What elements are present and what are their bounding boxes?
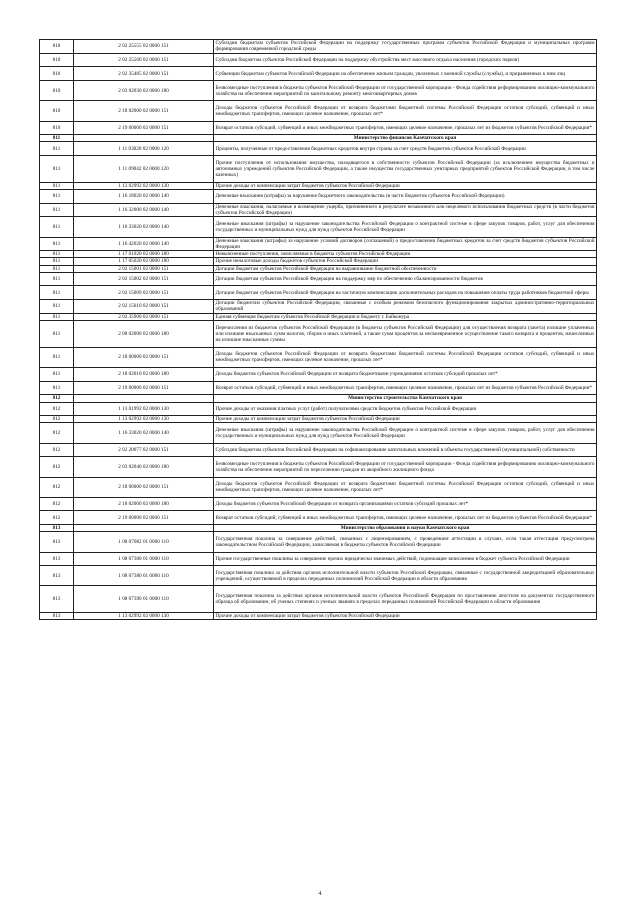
revenue-code-cell: 1 16 42020 02 0000 140: [74, 237, 214, 251]
revenue-code-cell: 1 11 09042 02 0000 120: [74, 156, 214, 183]
table-row: [40, 566, 597, 586]
admin-code-cell: 811: [40, 258, 74, 265]
revenue-name-cell: Возврат остатков субсидий, субвенций и иных межбюджетных трансфертов, имеющих целевое назначение, прошлых лет из бюджетов субъектов Российской Федерации*: [214, 121, 597, 135]
admin-code-cell: 813: [40, 532, 74, 552]
revenue-code-cell: 2 18 00000 02 0000 151: [74, 347, 214, 367]
admin-code-cell: 811: [40, 347, 74, 367]
table-row: [40, 300, 597, 314]
admin-code-cell: 811: [40, 190, 74, 204]
admin-code-cell: 811: [40, 203, 74, 217]
revenue-name-cell: Министерство финансов Камчатского края: [214, 135, 597, 142]
revenue-name-cell: Прочие доходы от компенсации затрат бюджетов субъектов Российской Федерации: [214, 613, 597, 620]
revenue-name-cell: Государственная пошлина за совершение действий, связанных с лицензированием, с проведением аттестации в случаях, если такая аттестация предусмотрена законодательством Российской Федерации, зачисляемая в бюджеты субъектов Российской Федерации: [214, 532, 597, 552]
revenue-name-cell: Денежные взыскания, налагаемые в возмещение ущерба, причиненного в результате незаконного или нецелевого использования бюджетных средств (в части бюджетов субъектов Российской Федерации): [215, 203, 595, 217]
table-body: [40, 40, 597, 620]
revenue-code-cell: 2 02 25560 02 0000 151: [74, 53, 214, 67]
revenue-name-cell: Прочие доходы от компенсации затрат бюджетов субъектов Российской Федерации: [214, 182, 597, 189]
page-number: 4: [318, 891, 322, 897]
table-row: [40, 40, 597, 54]
admin-code-cell: 811: [40, 300, 74, 314]
revenue-name-cell: Прочие государственные пошлины за совершение прочих юридически значимых действий, подлежащие зачислению в бюджет субъекта Российской Федерации: [214, 552, 597, 566]
revenue-code-cell: [74, 525, 214, 532]
revenue-code-cell: 1 13 01992 02 0000 130: [74, 402, 214, 416]
revenue-code-cell: 1 16 18020 02 0000 140: [74, 190, 214, 204]
table-row: [40, 586, 597, 613]
revenue-name-cell: Прочие неналоговые доходы бюджетов субъектов Российской Федерации: [214, 258, 597, 265]
table-row: [40, 532, 597, 552]
admin-code-cell: 811: [40, 217, 74, 237]
table-row: [40, 416, 597, 423]
revenue-name-cell: Денежные взыскания (штрафы) за нарушение законодательства Российской Федерации о контрактной системе в сфере закупок товаров, работ, услуг для обеспечения государственных и муниципальных нужд для нужд субъектов Российской Федерации: [214, 423, 597, 443]
admin-code-cell: 810: [40, 101, 74, 121]
revenue-name-cell: Единая субвенция бюджетам субъектов Российской Федерации и бюджету г. Байконура: [214, 313, 597, 320]
table-row: [40, 156, 597, 183]
admin-code-cell: 811: [40, 381, 74, 395]
table-row: [40, 121, 597, 135]
admin-code-cell: 812: [40, 511, 74, 525]
revenue-name-cell: Министерство образования и науки Камчатского края: [214, 525, 597, 532]
admin-code-cell: 812: [40, 443, 74, 457]
admin-code-cell: 812: [40, 416, 74, 423]
revenue-code-cell: 2 03 02040 02 0000 180: [74, 457, 214, 477]
table-row: [40, 142, 597, 156]
admin-code-cell: 813: [40, 552, 74, 566]
revenue-code-cell: 1 16 32000 02 0000 140: [74, 203, 214, 217]
revenue-name-cell: Прочие доходы от оказания платных услуг (работ) получателями средств бюджетов субъектов Российской Федерации: [214, 402, 597, 416]
admin-code-cell: 811: [40, 265, 74, 272]
table-row: [40, 313, 597, 320]
revenue-code-cell: 2 02 35900 02 0000 151: [74, 313, 214, 320]
revenue-code-cell: 2 18 02000 02 0000 151: [74, 101, 214, 121]
table-row: [40, 477, 597, 497]
revenue-code-cell: 2 02 15002 02 0000 151: [74, 272, 214, 286]
table-row: [40, 443, 597, 457]
revenue-name-cell: Денежные взыскания (штрафы) за нарушение условий договоров (соглашений) о предоставлении бюджетных кредитов за счет средств бюджетов субъектов Российской Федерации: [215, 237, 595, 250]
table-row: [40, 251, 597, 258]
table-row: [40, 402, 597, 416]
revenue-name-cell: Прочие доходы от компенсации затрат бюджетов субъектов Российской Федерации: [214, 416, 597, 423]
table-row: [40, 272, 597, 286]
table-row: [40, 190, 597, 204]
table-row: [40, 320, 597, 347]
admin-code-cell: 811: [40, 156, 74, 183]
revenue-code-cell: 2 02 20077 02 0000 151: [74, 443, 214, 457]
revenue-code-cell: 1 08 07390 01 0000 110: [74, 586, 214, 613]
admin-code-cell: 811: [40, 313, 74, 320]
admin-code-cell: 812: [40, 497, 74, 511]
revenue-code-cell: 1 08 07300 01 0000 110: [74, 552, 214, 566]
revenue-name-cell: Возврат остатков субсидий, субвенций и иных межбюджетных трансфертов, имеющих целевое назначение, прошлых лет из бюджетов субъектов Российской Федерации*: [214, 381, 597, 395]
revenue-name-cell: Министерство строительства Камчатского края: [214, 395, 597, 402]
revenue-name-cell: Субсидии бюджетам субъектов Российской Федерации на поддержку государственных программ субъектов Российской Федерации и муниципальных программ формирования современной городской среды: [215, 40, 595, 53]
revenue-name-cell: Дотации бюджетам субъектов Российской Федерации на частичную компенсацию дополнительных расходов на повышение оплаты труда работников бюджетной сферы: [214, 286, 597, 300]
admin-code-cell: 813: [40, 586, 74, 613]
revenue-name-cell: Безвозмездные поступления в бюджеты субъектов Российской Федерации от государственной корпорации - Фонда содействия реформированию жилищно-коммунального хозяйства на обеспечение мероприятий по капитальному ремонту многоквартирных домов: [214, 81, 597, 101]
admin-code-cell: 811: [40, 135, 74, 142]
revenue-code-cell: 1 13 02992 02 0000 130: [74, 416, 214, 423]
revenue-code-cell: 2 02 15010 02 0000 151: [74, 300, 214, 314]
admin-code-cell: 811: [40, 320, 74, 347]
admin-code-cell: 812: [40, 402, 74, 416]
revenue-name-cell: Доходы бюджетов субъектов Российской Федерации от возврата организациями остатков субсидий прошлых лет*: [214, 497, 597, 511]
revenue-name-cell: Субсидии бюджетам субъектов Российской Федерации на поддержку обустройства мест массового отдыха населения (городских парков): [214, 53, 597, 67]
revenue-name-cell: Невыясненные поступления, зачисляемые в бюджеты субъектов Российской Федерации: [214, 251, 597, 258]
table-row: [40, 101, 597, 121]
revenue-name-cell: Государственная пошлина за действия органов исполнительной власти субъектов Российской Федерации по проставлению апостиля на документах государственного образца об образовании, об ученых степенях и ученых званиях в пределах переданных полномочий Российской Федерации в области образования: [214, 586, 597, 613]
section-header-row: [40, 135, 597, 142]
revenue-name-cell: Государственная пошлина за действия органов исполнительной власти субъектов Российской Федерации, связанные с государственной аккредитацией образовательных учреждений, осуществляемой в пределах переданных полномочий Российской Федерации в области образования: [214, 566, 597, 586]
table-row: [40, 552, 597, 566]
admin-code-cell: 813: [40, 613, 74, 620]
admin-code-cell: 811: [40, 286, 74, 300]
revenue-code-cell: [74, 395, 214, 402]
revenue-name-cell: Прочие поступления от использования имущества, находящегося в собственности субъектов Российской Федерации (за исключением имущества бюджетных и автономных учреждений субъектов Российской Федерации, а также имущества государственных унитарных предприятий субъектов Российской Федерации, в том числе казенных): [214, 156, 597, 183]
admin-code-cell: 811: [40, 182, 74, 189]
table-row: [40, 457, 597, 477]
admin-code-cell: 812: [40, 457, 74, 477]
revenue-name-cell: Перечисления из бюджетов субъектов Российской Федерации (в бюджеты субъектов Российской Федерации) для осуществления возврата (зачета) излишне уплаченных или излишне взысканных сумм налогов, сборов и иных платежей, а также сумм процентов за несвоевременное осуществление такого возврата и процентов, начисленных на излишне взысканные суммы: [214, 320, 597, 347]
revenue-code-cell: 2 18 00000 02 0000 151: [74, 477, 214, 497]
table-row: [40, 237, 597, 251]
revenue-name-cell: Доходы бюджетов субъектов Российской Федерации от возврата бюджетами бюджетной системы Российской Федерации остатков субсидий, субвенций и иных межбюджетных трансфертов, имеющих целевое назначение, прошлых лет*: [214, 101, 597, 121]
revenue-code-cell: 1 17 05020 02 0000 180: [74, 258, 214, 265]
admin-code-cell: 813: [40, 525, 74, 532]
revenue-code-cell: 2 19 00000 02 0000 151: [74, 381, 214, 395]
revenue-code-cell: [74, 135, 214, 142]
budget-revenue-table: [39, 39, 597, 620]
revenue-code-cell: 2 02 25555 02 0000 151: [74, 40, 214, 54]
admin-code-cell: 812: [40, 423, 74, 443]
revenue-name-cell: Субвенции бюджетам субъектов Российской Федерации на обеспечение жильем граждан, уволенных с военной службы (службы), и приравненных к ним лиц: [214, 67, 597, 81]
table-row: [40, 258, 597, 265]
admin-code-cell: 811: [40, 237, 74, 251]
revenue-name-cell: Безвозмездные поступления в бюджеты субъектов Российской Федерации от государственной корпорации - Фонда содействия реформированию жилищно-коммунального хозяйства на обеспечение мероприятий по переселению граждан из аварийного жилищного фонда: [214, 457, 597, 477]
table-row: [40, 265, 597, 272]
revenue-name-cell: Денежные взыскания (штрафы) за нарушение законодательства Российской Федерации о контрактной системе в сфере закупок товаров, работ, услуг для обеспечения государственных и муниципальных нужд для нужд субъектов Российской Федерации: [214, 217, 597, 237]
admin-code-cell: 811: [40, 272, 74, 286]
revenue-code-cell: 1 11 03020 02 0000 120: [74, 142, 214, 156]
revenue-code-cell: 2 03 02030 02 0000 180: [74, 81, 214, 101]
table-row: [40, 67, 597, 81]
table-row: [40, 368, 597, 382]
table-row: [40, 497, 597, 511]
table-row: [40, 182, 597, 189]
revenue-code-cell: 1 08 07380 01 0000 110: [74, 566, 214, 586]
admin-code-cell: 810: [40, 53, 74, 67]
revenue-code-cell: 1 16 33020 02 0000 140: [74, 423, 214, 443]
admin-code-cell: 811: [40, 368, 74, 382]
table-row: [40, 347, 597, 367]
table-row: [40, 423, 597, 443]
table-row: [40, 81, 597, 101]
revenue-code-cell: 2 02 35485 02 0000 151: [74, 67, 214, 81]
admin-code-cell: 811: [40, 142, 74, 156]
section-header-row: [40, 395, 597, 402]
revenue-name-cell: Дотации бюджетам субъектов Российской Федерации на поддержку мер по обеспечению сбалансированности бюджетов: [214, 272, 597, 286]
revenue-code-cell: 1 13 02992 02 0000 130: [74, 613, 214, 620]
revenue-code-cell: 2 18 02000 02 0000 180: [74, 497, 214, 511]
admin-code-cell: 811: [40, 251, 74, 258]
revenue-code-cell: 2 02 15009 02 0000 151: [74, 286, 214, 300]
admin-code-cell: 812: [40, 477, 74, 497]
revenue-name-cell: Доходы бюджетов субъектов Российской Федерации от возврата бюджетами бюджетной системы Российской Федерации остатков субсидий, субвенций и иных межбюджетных трансфертов, имеющих целевое назначение, прошлых лет*: [214, 347, 597, 367]
revenue-code-cell: 2 18 02010 02 0000 180: [74, 368, 214, 382]
revenue-code-cell: 1 16 33020 02 0000 140: [74, 217, 214, 237]
revenue-code-cell: 2 19 00000 02 0000 151: [74, 511, 214, 525]
admin-code-cell: 810: [40, 67, 74, 81]
admin-code-cell: 810: [40, 40, 74, 54]
admin-code-cell: 810: [40, 81, 74, 101]
revenue-code-cell: 1 13 02992 02 0000 130: [74, 182, 214, 189]
table-row: [40, 203, 597, 217]
revenue-name-cell: Проценты, полученные от предоставления бюджетных кредитов внутри страны за счет средств бюджетов субъектов Российской Федерации: [214, 142, 597, 156]
revenue-name-cell: Доходы бюджетов субъектов Российской Федерации от возврата бюджетами бюджетной системы Российской Федерации остатков субсидий, субвенций и иных межбюджетных трансфертов, имеющих целевое назначение, прошлых лет*: [214, 477, 597, 497]
revenue-code-cell: 2 02 15001 02 0000 151: [74, 265, 214, 272]
table-row: [40, 217, 597, 237]
section-header-row: [40, 525, 597, 532]
revenue-code-cell: 1 08 07082 01 0000 110: [74, 532, 214, 552]
admin-code-cell: 810: [40, 121, 74, 135]
revenue-name-cell: Возврат остатков субсидий, субвенций и иных межбюджетных трансфертов, имеющих целевое назначение, прошлых лет из бюджетов субъектов Российской Федерации*: [214, 511, 597, 525]
admin-code-cell: 812: [40, 395, 74, 402]
document-page: [39, 39, 597, 620]
revenue-name-cell: Дотации бюджетам субъектов Российской Федерации на выравнивание бюджетной обеспеченности: [214, 265, 597, 272]
table-row: [40, 53, 597, 67]
table-row: [40, 613, 597, 620]
admin-code-cell: 813: [40, 566, 74, 586]
revenue-code-cell: 2 19 00000 02 0000 151: [74, 121, 214, 135]
table-row: [40, 381, 597, 395]
revenue-name-cell: Дотации бюджетам субъектов Российской Федерации, связанные с особым режимом безопасного функционирования закрытых административно-территориальных образований: [215, 300, 595, 313]
revenue-code-cell: 1 17 01020 02 0000 180: [74, 251, 214, 258]
revenue-name-cell: Денежные взыскания (штрафы) за нарушение бюджетного законодательства (в части бюджетов субъектов Российской Федерации): [214, 190, 597, 204]
table-row: [40, 286, 597, 300]
revenue-name-cell: Доходы бюджетов субъектов Российской Федерации от возврата бюджетными учреждениями остатков субсидий прошлых лет*: [214, 368, 597, 382]
revenue-code-cell: 2 08 02000 02 0000 180: [74, 320, 214, 347]
revenue-name-cell: Субсидии бюджетам субъектов Российской Федерации на софинансирование капитальных вложений в объекты государственной (муниципальной) собственности: [214, 443, 597, 457]
table-row: [40, 511, 597, 525]
